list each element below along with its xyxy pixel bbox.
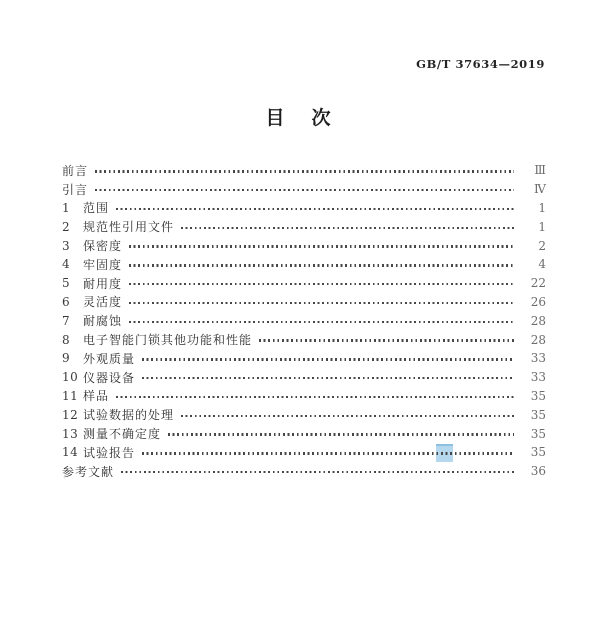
toc-entry-page: 35 [530, 407, 546, 422]
toc-entry [62, 311, 546, 330]
toc-entry [62, 293, 546, 312]
toc-entry-label: 电子智能门锁其他功能和性能 [83, 333, 253, 348]
dotted-leader [95, 189, 514, 191]
dotted-leader [259, 339, 514, 341]
toc-entry-page: 28 [530, 313, 546, 328]
dotted-leader [129, 283, 514, 285]
toc-entry-label: 灵活度 [83, 295, 123, 310]
toc-entry [62, 199, 546, 218]
toc-entry-label: 规范性引用文件 [83, 220, 175, 235]
toc-entry-page: 4 [538, 257, 546, 272]
toc-entry-label: 范围 [83, 201, 110, 216]
toc-entry [62, 405, 546, 424]
dotted-leader [129, 321, 514, 323]
toc-entry-number: 4 [62, 257, 71, 272]
toc-entry-label: 保密度 [83, 239, 123, 254]
toc-entry-label: 牢固度 [83, 257, 123, 272]
toc-entry [62, 443, 546, 462]
toc-entry-number: 11 [62, 388, 79, 403]
toc-entry [62, 387, 546, 406]
toc-entry [62, 161, 546, 180]
toc-entry-label: 引言 [62, 182, 89, 197]
toc-entry-page: 2 [538, 238, 546, 253]
toc-entry-number: 9 [62, 351, 71, 366]
toc-entry-label: 外观质量 [83, 351, 136, 366]
toc-entry-label: 仪器设备 [83, 370, 136, 385]
toc-entry-label: 试验报告 [83, 445, 136, 460]
toc-entry [62, 255, 546, 274]
toc-entry-page: Ⅲ [534, 163, 546, 178]
toc-entry-number: 10 [62, 370, 79, 385]
toc-entry-page: 33 [530, 370, 546, 385]
toc-entry-number: 14 [62, 445, 79, 460]
dotted-leader [181, 415, 514, 417]
dotted-leader [129, 264, 514, 266]
toc-entry-label: 耐用度 [83, 276, 123, 291]
toc-entry [62, 349, 546, 368]
dotted-leader [129, 302, 514, 304]
dotted-leader [142, 452, 514, 454]
toc-entry [62, 236, 546, 255]
toc-entry-page: 28 [530, 332, 546, 347]
toc-entry-number: 6 [62, 294, 71, 309]
toc-entry [62, 462, 546, 481]
toc-entry-page: 1 [538, 200, 546, 215]
toc-entry-label: 前言 [62, 163, 89, 178]
toc-entry-page: 35 [530, 426, 546, 441]
toc-entry [62, 274, 546, 293]
dotted-leader [142, 358, 514, 360]
dotted-leader [121, 471, 514, 473]
toc-entry-number: 8 [62, 332, 71, 347]
toc-entry-number: 3 [62, 238, 71, 253]
toc-entry-label: 测量不确定度 [83, 427, 162, 442]
toc-entry-page: 35 [530, 388, 546, 403]
standard-number: GB/T 37634—2019 [416, 57, 545, 71]
toc-entry [62, 424, 546, 443]
dotted-leader [116, 208, 514, 210]
toc-entry-label: 试验数据的处理 [83, 408, 175, 423]
toc-entry-page: 33 [530, 351, 546, 366]
toc-entry-number: 12 [62, 407, 79, 422]
toc-entry-number: 5 [62, 276, 71, 291]
toc-entry-number: 2 [62, 219, 71, 234]
toc-entry-label: 参考文献 [62, 464, 115, 479]
toc-list [62, 161, 546, 481]
toc-entry-page: 36 [530, 464, 546, 479]
toc-entry-label: 样品 [83, 389, 110, 404]
toc-entry-page: 22 [530, 276, 546, 291]
toc-entry-page: 26 [530, 294, 546, 309]
toc-entry-number: 1 [62, 200, 71, 215]
page-title: 目 次 [265, 107, 335, 129]
toc-entry [62, 217, 546, 236]
dotted-leader [116, 396, 514, 398]
toc-entry-number: 13 [62, 426, 79, 441]
toc-entry-page: 1 [538, 219, 546, 234]
dotted-leader [168, 433, 514, 435]
toc-entry-page: Ⅳ [534, 182, 546, 197]
toc-entry [62, 368, 546, 387]
dotted-leader [95, 170, 514, 172]
dotted-leader [129, 245, 514, 247]
toc-entry [62, 180, 546, 199]
dotted-leader [142, 377, 514, 379]
toc-entry-page: 35 [530, 445, 546, 460]
dotted-leader [181, 227, 514, 229]
toc-entry [62, 330, 546, 349]
toc-entry-label: 耐腐蚀 [83, 314, 123, 329]
toc-entry-number: 7 [62, 313, 71, 328]
